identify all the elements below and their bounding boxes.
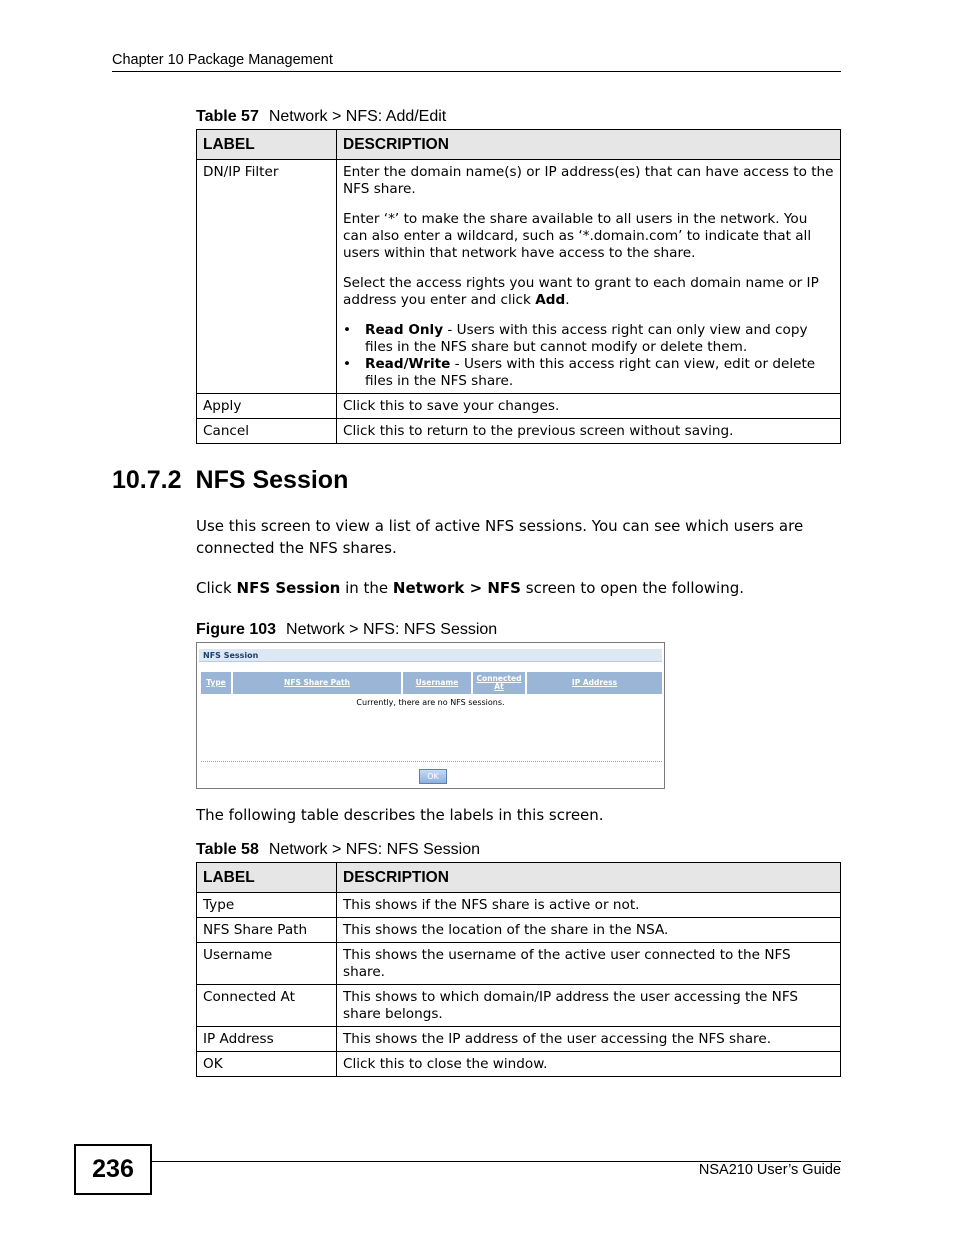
instruction-text-3: screen to open the following. — [520, 579, 744, 597]
dnip-paragraph-1: Enter the domain name(s) or IP address(es) that can have access to the NFS share. — [343, 164, 834, 197]
column-nfs-share-path[interactable]: NFS Share Path — [233, 672, 403, 694]
page-number: 236 — [74, 1144, 152, 1195]
empty-message: Currently, there are no NFS sessions. — [356, 698, 505, 707]
instruction-text-2: in the — [340, 579, 393, 597]
table57-caption-text: Network > NFS: Add/Edit — [268, 108, 447, 125]
row-label: Connected At — [197, 985, 337, 1027]
running-header: Chapter 10 Package Management — [112, 52, 333, 68]
row-description — [337, 160, 841, 394]
column-type[interactable]: Type — [201, 672, 233, 694]
row-label: OK — [197, 1052, 337, 1077]
instruction-text-1: Click — [196, 579, 237, 597]
table57-col-description: DESCRIPTION — [337, 130, 841, 160]
table58 — [196, 862, 841, 1077]
row-label: Cancel — [197, 419, 337, 444]
instruction-paragraph — [196, 577, 841, 599]
table57-col-label: LABEL — [197, 130, 337, 160]
dnip-p3-text: Select the access rights you want to grant to each domain name or IP address you enter and click — [343, 275, 819, 308]
table-row — [197, 1027, 841, 1052]
screen-title: NFS Session — [199, 649, 662, 662]
row-label: DN/IP Filter — [197, 160, 337, 394]
section-number: 10.7.2 — [112, 466, 182, 494]
row-label: NFS Share Path — [197, 918, 337, 943]
intro-paragraph: Use this screen to view a list of active NFS sessions. You can see which users are connected the NFS shares. — [196, 517, 804, 557]
table-row — [197, 160, 841, 394]
instruction-bold-1: NFS Session — [236, 579, 341, 597]
list-item — [343, 322, 834, 356]
instruction-bold-2: Network > NFS — [392, 579, 521, 597]
row-description: Click this to close the window. — [337, 1052, 841, 1077]
read-only-term: Read Only — [365, 322, 444, 338]
table-row — [197, 394, 841, 419]
table-row — [197, 918, 841, 943]
row-description: This shows the location of the share in the NSA. — [337, 918, 841, 943]
row-label: Type — [197, 893, 337, 918]
table58-caption — [196, 841, 480, 859]
list-item — [343, 356, 834, 390]
row-label: Username — [197, 943, 337, 985]
column-connected-at[interactable]: Connected At — [473, 672, 527, 694]
table-row — [197, 893, 841, 918]
read-only-text: - Users with this access right can only view and copy files in the NFS share but cannot modify or delete them. — [365, 322, 808, 355]
dnip-paragraph-3 — [343, 275, 834, 309]
read-write-term: Read/Write — [365, 356, 451, 372]
figure103-caption-text: Network > NFS: NFS Session — [286, 621, 498, 638]
session-table-header — [201, 672, 664, 694]
bullet-icon: • — [343, 356, 352, 372]
column-ip-address[interactable]: IP Address — [527, 672, 662, 694]
row-description: Click this to return to the previous screen without saving. — [337, 419, 841, 444]
read-write-text: - Users with this access right can view, edit or delete files in the NFS share. — [365, 356, 816, 389]
row-description: This shows to which domain/IP address the user accessing the NFS share belongs. — [337, 985, 841, 1027]
table58-col-description: DESCRIPTION — [337, 863, 841, 893]
table57-caption-number: Table 57 — [196, 108, 259, 125]
bullet-icon: • — [343, 322, 352, 338]
table57-header-row — [197, 130, 841, 160]
row-description: Click this to save your changes. — [337, 394, 841, 419]
dnip-paragraph-2: Enter ‘*’ to make the share available to all users in the network. You can also enter a wildcard, such as ‘*.domain.com’ to indicate that all users within that network have access to the share. — [343, 211, 812, 261]
row-label: Apply — [197, 394, 337, 419]
table58-caption-number: Table 58 — [196, 841, 259, 858]
dnip-p3-end: . — [565, 292, 570, 308]
header-rule — [112, 71, 841, 72]
dnip-p3-bold: Add — [535, 292, 566, 308]
table-intro-paragraph: The following table describes the labels in this screen. — [196, 806, 604, 824]
row-description: This shows if the NFS share is active or not. — [337, 893, 841, 918]
divider — [201, 761, 662, 762]
access-rights-list — [343, 322, 834, 390]
table-row — [197, 419, 841, 444]
row-label: IP Address — [197, 1027, 337, 1052]
row-description: This shows the IP address of the user accessing the NFS share. — [337, 1027, 841, 1052]
section-title-text: NFS Session — [195, 466, 349, 494]
table57-caption — [196, 108, 446, 126]
column-username[interactable]: Username — [403, 672, 473, 694]
table-row — [197, 985, 841, 1027]
table-row — [197, 1052, 841, 1077]
ok-button[interactable]: OK — [419, 769, 447, 784]
section-heading — [112, 466, 348, 495]
table57 — [196, 129, 841, 444]
figure103-caption-number: Figure 103 — [196, 621, 277, 638]
table58-caption-text: Network > NFS: NFS Session — [268, 841, 481, 858]
nfs-session-screenshot — [196, 642, 665, 789]
figure103-caption — [196, 621, 497, 639]
table58-header-row — [197, 863, 841, 893]
table58-col-label: LABEL — [197, 863, 337, 893]
table-row — [197, 943, 841, 985]
row-description: This shows the username of the active user connected to the NFS share. — [337, 943, 841, 985]
guide-title: NSA210 User’s Guide — [698, 1162, 841, 1178]
